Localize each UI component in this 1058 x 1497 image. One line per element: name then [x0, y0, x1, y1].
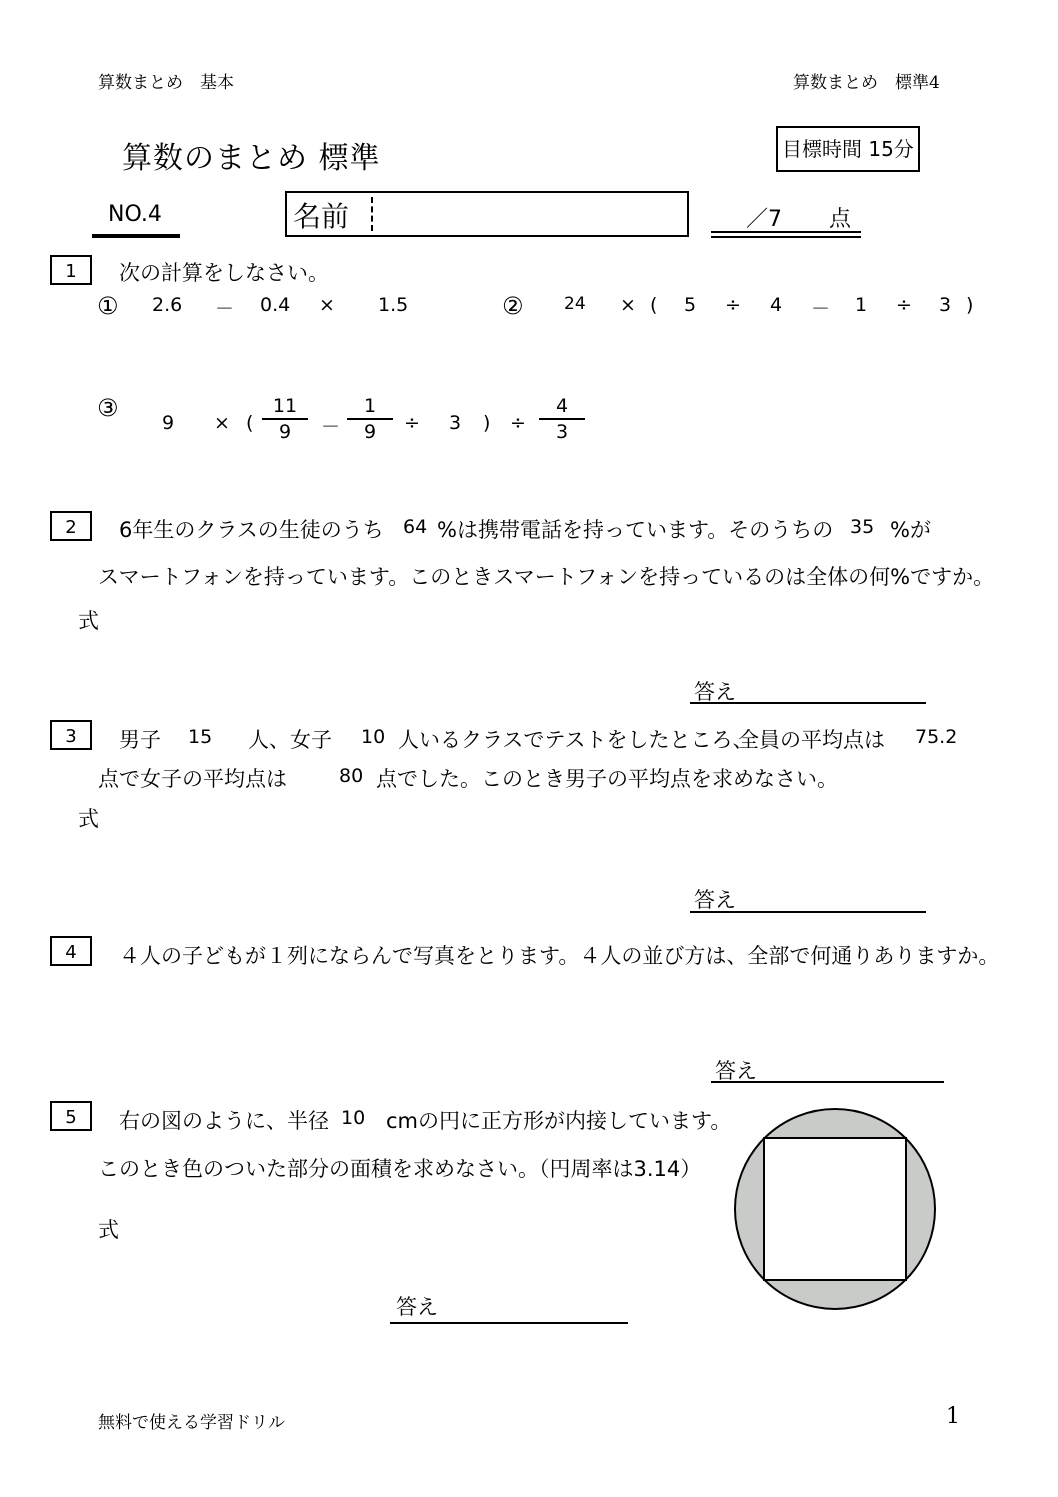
- fraction: [347, 394, 393, 444]
- denominator: 9: [278, 421, 292, 443]
- q2-text-1c: %が: [890, 518, 931, 542]
- q5-text-1a: 右の図のように、半径: [119, 1109, 329, 1133]
- operator: －: [811, 298, 831, 320]
- q3-value: 75.2: [915, 726, 958, 748]
- q3-text: 点で女子の平均点は: [98, 767, 287, 791]
- operand: 1: [855, 294, 868, 316]
- fraction: [539, 394, 585, 444]
- sheet-number: NO.4: [108, 202, 162, 227]
- score-total: ／7: [746, 207, 782, 232]
- operand: 3: [449, 412, 462, 434]
- circle-square-figure: [730, 1104, 940, 1314]
- q3-text: 人、女子: [248, 728, 332, 752]
- operator: ÷: [725, 294, 741, 316]
- name-label: 名前: [293, 200, 350, 233]
- footer-left: 無料で使える学習ドリル: [98, 1413, 285, 1433]
- operator: －: [321, 416, 341, 438]
- operand: 2.6: [152, 294, 183, 316]
- q5-radius: 10: [341, 1107, 366, 1129]
- q4-text: ４人の子どもが１列にならんで写真をとります。４人の並び方は、全部で何通りありますか。: [119, 944, 1000, 968]
- question-number: 2: [50, 511, 92, 541]
- q3-text: 点でした。このとき男子の平均点を求めなさい。: [376, 767, 838, 791]
- q2-shiki: 式: [78, 609, 99, 633]
- question-number: 1: [50, 255, 92, 285]
- operator: ×: [214, 412, 230, 434]
- operand: 0.4: [260, 294, 291, 316]
- q1-instruction: 次の計算をしなさい。: [119, 261, 329, 285]
- question-number: 3: [50, 720, 92, 750]
- q2-answer-label: 答え: [694, 680, 736, 704]
- q5-shiki: 式: [98, 1218, 119, 1242]
- page-title: 算数のまとめ 標準: [122, 141, 381, 176]
- operand: 24: [564, 294, 586, 314]
- q4-answer-line[interactable]: [711, 1081, 944, 1083]
- numerator: 11: [272, 395, 298, 417]
- q3-text: 男子: [119, 728, 161, 752]
- denominator: 3: [555, 421, 569, 443]
- fraction: [262, 394, 308, 444]
- q3-shiki: 式: [78, 807, 99, 831]
- question-number: 5: [50, 1101, 92, 1131]
- score-underline-2: [711, 236, 861, 238]
- name-divider: [371, 197, 373, 231]
- q3-value: 10: [361, 726, 386, 748]
- paren-close: ): [483, 412, 491, 434]
- number-underline: [92, 234, 180, 238]
- operator: ×: [319, 294, 335, 316]
- q5-text-2: このとき色のついた部分の面積を求めなさい。（円周率は3.14）: [98, 1157, 702, 1181]
- header-right: 算数まとめ 標準4: [793, 73, 940, 93]
- q3-text: 人いるクラスでテストをしたところ、: [398, 728, 754, 752]
- time-box: 目標時間 15分: [776, 126, 920, 172]
- inscribed-square: [764, 1138, 906, 1280]
- denominator: 9: [363, 421, 377, 443]
- operand: 1.5: [378, 294, 409, 316]
- q3-text: 全員の平均点は: [738, 728, 885, 752]
- operand: 4: [770, 294, 783, 316]
- q4-answer-label: 答え: [715, 1059, 757, 1083]
- header-left: 算数まとめ 基本: [98, 73, 234, 93]
- paren-open: (: [650, 294, 658, 316]
- operator: ÷: [510, 412, 526, 434]
- q3-answer-label: 答え: [694, 888, 736, 912]
- q3-answer-line[interactable]: [690, 911, 926, 913]
- q3-value: 15: [188, 726, 213, 748]
- q5-answer-line[interactable]: [390, 1322, 628, 1324]
- problem-mark: ②: [502, 292, 524, 320]
- numerator: 4: [555, 395, 569, 417]
- score-underline-1: [711, 231, 861, 233]
- operator: ×: [620, 294, 636, 316]
- problem-mark: ①: [97, 292, 119, 320]
- q2-answer-line[interactable]: [690, 702, 926, 704]
- numerator: 1: [363, 395, 377, 417]
- q5-text-1b: cmの円に正方形が内接しています。: [386, 1109, 732, 1133]
- paren-close: ): [966, 294, 974, 316]
- operand: 5: [684, 294, 697, 316]
- q2-text-2: スマートフォンを持っています。このときスマートフォンを持っているのは全体の何%ですか。: [98, 565, 995, 589]
- operator: －: [215, 298, 235, 320]
- q5-answer-label: 答え: [396, 1295, 438, 1319]
- q2-text-1b: %は携帯電話を持っています。そのうちの: [437, 518, 834, 542]
- problem-mark: ③: [97, 394, 119, 422]
- question-number: 4: [50, 936, 92, 966]
- score-unit: 点: [829, 207, 852, 232]
- q2-value-2: 35: [850, 516, 875, 538]
- page-number: 1: [946, 1404, 960, 1429]
- q2-text-1a: 6年生のクラスの生徒のうち: [119, 518, 384, 542]
- operator: ÷: [896, 294, 912, 316]
- paren-open: (: [246, 412, 254, 434]
- operand: 9: [162, 412, 175, 434]
- q3-value: 80: [339, 765, 364, 787]
- q2-value-1: 64: [403, 516, 428, 538]
- name-field[interactable]: [285, 191, 689, 237]
- operator: ÷: [404, 412, 420, 434]
- operand: 3: [939, 294, 952, 316]
